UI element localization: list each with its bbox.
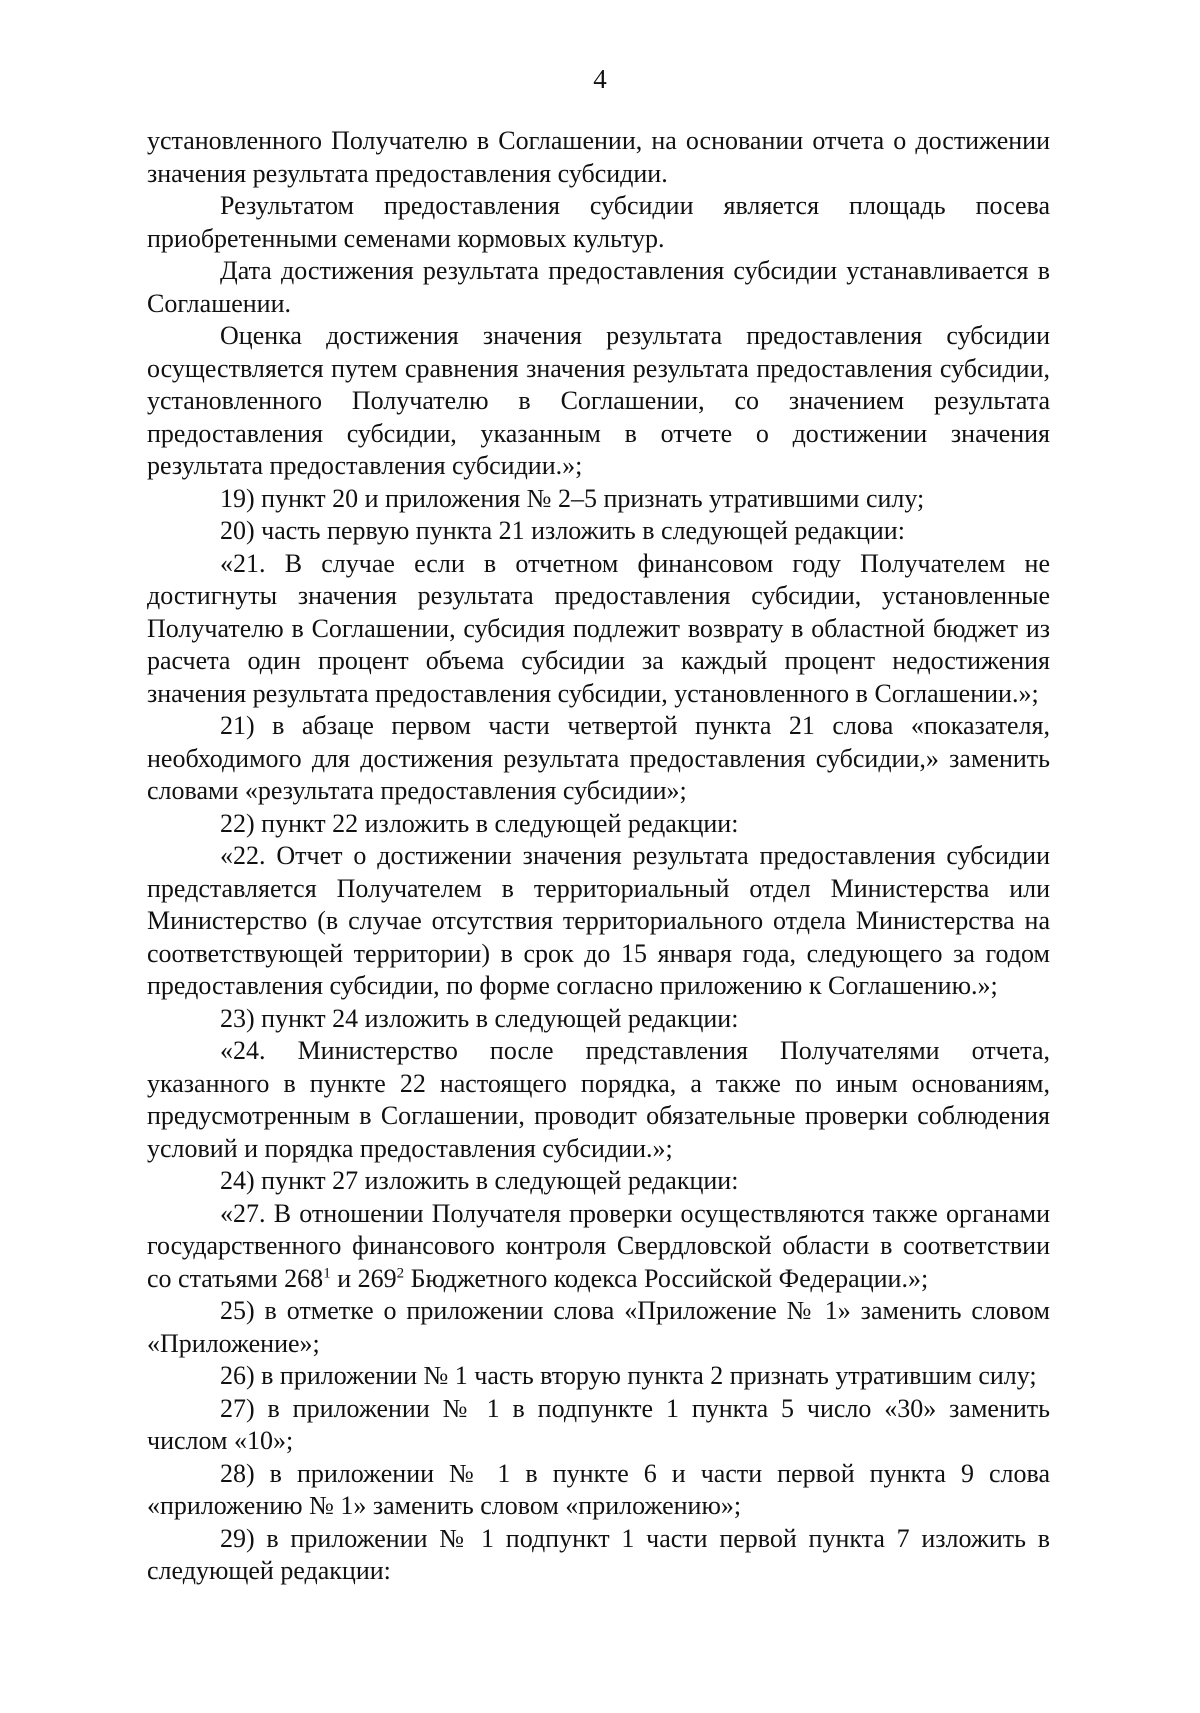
paragraph-clause-24: «24. Министерство после представления Получателями отчета, указанного в пункте 22 настоящего порядка, а также по иным основаниям, предусмотренным в Соглашении, проводит обязательные проверки соблюдения условий и порядка предоставления субсидии.»; xyxy=(147,1036,1050,1163)
paragraph-item-29: 29) в приложении № 1 подпункт 1 части первой пункта 7 изложить в следующей редакции: xyxy=(147,1523,1050,1585)
paragraph-clause-27 xyxy=(147,1198,1050,1296)
document-body xyxy=(147,125,1050,1588)
paragraph-item-26: 26) в приложении № 1 часть вторую пункта 2 признать утратившим силу; xyxy=(220,1361,1037,1390)
paragraph-item-19: 19) пункт 20 и приложения № 2–5 признать утратившими силу; xyxy=(220,483,925,513)
clause-27-text: «27. В отношении Получателя проверки осуществляются также органами государственного финансового контроля Свердловской области в соответствии со статьями 268 xyxy=(147,1198,1050,1293)
paragraph-result: Результатом предоставления субсидии является площадь посева приобретенными семенами кормовых культур. xyxy=(147,191,1050,253)
paragraph-item-22: 22) пункт 22 изложить в следующей редакции: xyxy=(220,808,739,838)
page-number: 4 xyxy=(593,64,607,94)
paragraph-item-21: 21) в абзаце первом части четвертой пункта 21 слова «показателя, необходимого для достижения результата предоставления субсидии,» заменить словами «результата предоставления субсидии»; xyxy=(147,711,1050,805)
paragraph-continuation: установленного Получателю в Соглашении, на основании отчета о достижении значения результата предоставления субсидии. xyxy=(147,126,1050,188)
paragraph-evaluation: Оценка достижения значения результата предоставления субсидии осуществляется путем сравнения значения результата предоставления субсидии, установленного Получателю в Соглашении, со значением результата предоставления субсидии, указанным в отчете о достижении значения результата предоставления субсидии.»; xyxy=(147,321,1050,480)
paragraph-clause-21: «21. В случае если в отчетном финансовом году Получателем не достигнуты значения результата предоставления субсидии, установленные Получателю в Соглашении, субсидия подлежит возврату в областной бюджет из расчета один процент объема субсидии за каждый процент недостижения значения результата предоставления субсидии, установленного в Соглашении.»; xyxy=(147,548,1050,708)
paragraph-clause-22: «22. Отчет о достижении значения результата предоставления субсидии представляется Получателем в территориальный отдел Министерства или Министерство (в случае отсутствия территориального отдела Министерства на соответствующей территории) в срок до 15 января года, следующего за годом предоставления субсидии, по форме согласно приложению к Соглашению.»; xyxy=(147,841,1050,1000)
paragraph-item-28: 28) в приложении № 1 в пункте 6 и части первой пункта 9 слова «приложению № 1» заменить словом «приложению»; xyxy=(147,1458,1050,1520)
paragraph-item-25: 25) в отметке о приложении слова «Приложение № 1» заменить словом «Приложение»; xyxy=(147,1296,1050,1358)
paragraph-date: Дата достижения результата предоставления субсидии устанавливается в Соглашении. xyxy=(147,256,1050,318)
clause-27-tail: Бюджетного кодекса Российской Федерации.»; xyxy=(404,1263,929,1293)
clause-27-mid: и 269 xyxy=(330,1263,397,1293)
paragraph-item-23: 23) пункт 24 изложить в следующей редакции: xyxy=(220,1003,739,1033)
footnote-sup-1: 1 xyxy=(323,1264,331,1281)
paragraph-item-27: 27) в приложении № 1 в подпункте 1 пункта 5 число «30» заменить числом «10»; xyxy=(147,1393,1050,1455)
paragraph-item-24: 24) пункт 27 изложить в следующей редакции: xyxy=(220,1166,739,1195)
paragraph-item-20: 20) часть первую пункта 21 изложить в следующей редакции: xyxy=(220,516,905,545)
footnote-sup-2: 2 xyxy=(396,1264,405,1281)
